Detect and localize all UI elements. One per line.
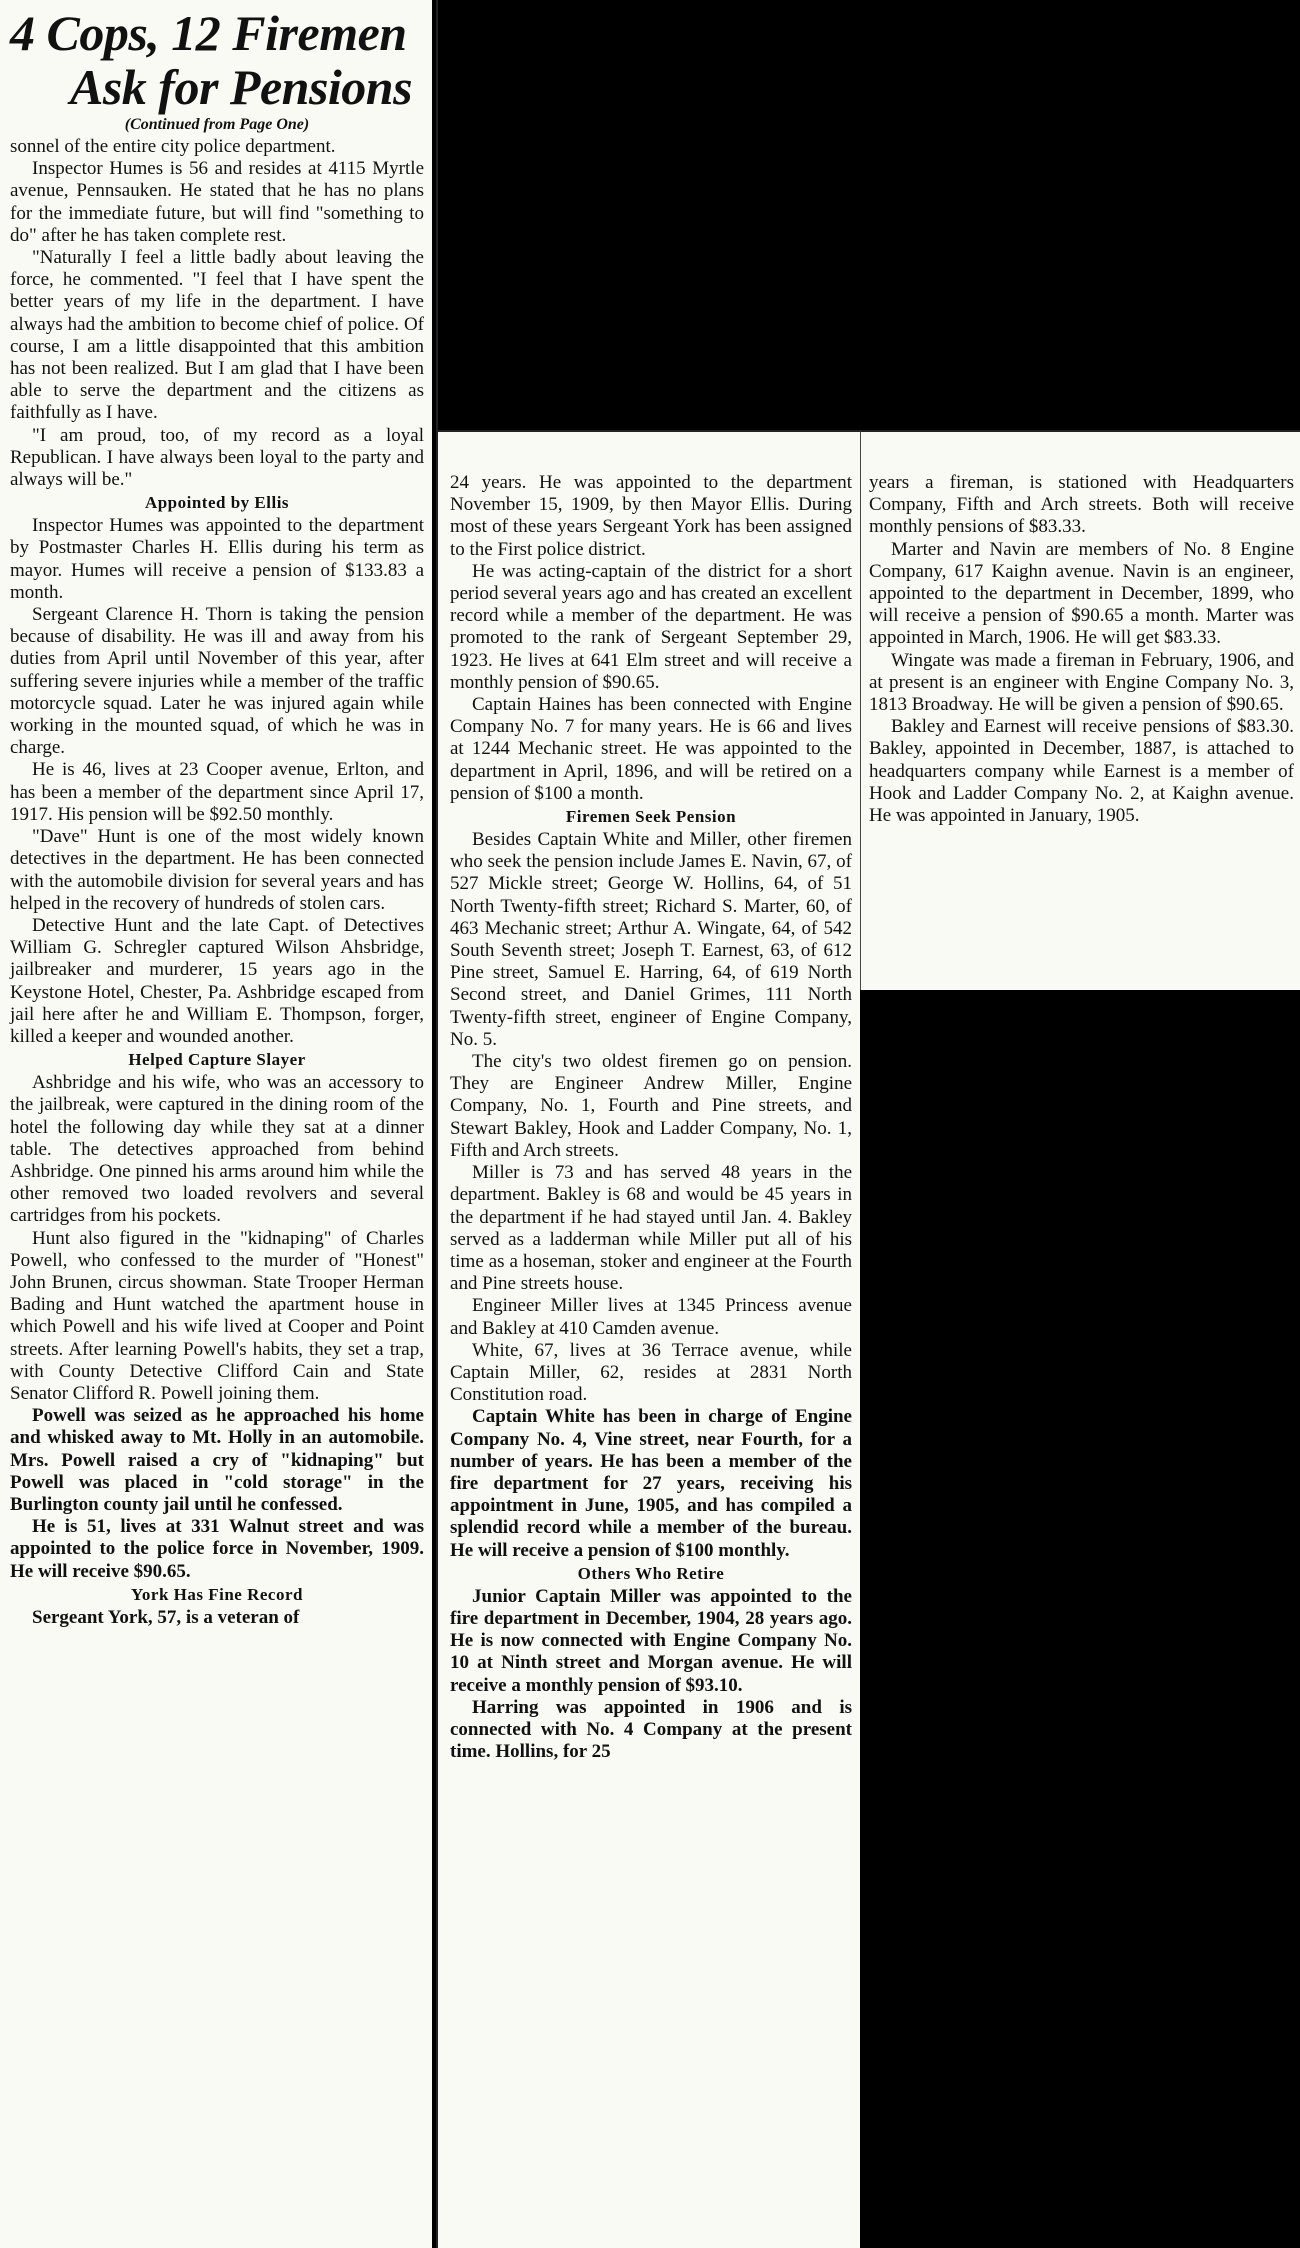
paragraph: sonnel of the entire city police department. [10, 136, 336, 157]
paragraph: "Dave" Hunt is one of the most widely known detectives in the department. He has been connected with the automobile division for several years and has helped in the recovery of hundreds of stolen cars. [10, 826, 424, 914]
paragraph: Hunt also figured in the "kidnaping" of Charles Powell, who confessed to the murder of "Honest" John Brunen, circus showman. State Trooper Herman Bading and Hunt watched the apartment house in which Powell and his wife lived at Cooper and Point streets. After learning Powell's habits, they set a trap, with County Detective Clifford Cain and State Senator Clifford R. Powell joining them. [10, 1227, 424, 1404]
subheading: Firemen Seek Pension [565, 807, 737, 827]
column-2-body [450, 472, 852, 1763]
paragraph: Engineer Miller lives at 1345 Princess avenue and Bakley at 410 Camden avenue. [450, 1295, 852, 1339]
subheading: Helped Capture Slayer [128, 1050, 306, 1070]
column-3-body [869, 472, 1294, 827]
headline-line-1: 4 Cops, 12 Firemen [10, 5, 407, 61]
paragraph: White, 67, lives at 36 Terrace avenue, while Captain Miller, 62, resides at 2831 North Constitution road. [450, 1339, 852, 1406]
paragraph: Junior Captain Miller was appointed to the fire department in December, 1904, 28 years ago. He is now connected with Engine Company No. 10 at Ninth street and Morgan avenue. He will receive a monthly pension of $93.10. [450, 1585, 852, 1696]
column-1-body [10, 136, 424, 1629]
article-column-1 [0, 0, 432, 2248]
paragraph: He is 51, lives at 331 Walnut street and was appointed to the police force in November, 1909. He will receive $90.65. [10, 1516, 424, 1582]
paragraph: He was acting-captain of the district for a short period several years ago and has created an excellent record while a member of the department. He was promoted to the rank of Sergeant September 29, 1923. He lives at 641 Elm street and will receive a monthly pension of $90.65. [450, 560, 852, 693]
article-column-3 [860, 430, 1300, 990]
subheading: Appointed by Ellis [144, 493, 290, 513]
paragraph: Ashbridge and his wife, who was an accessory to the jailbreak, were captured in the dining room of the hotel the following day while they sat at a dinner table. The detectives approached from behind Ashbridge. One pinned his arms around him while the other removed two loaded revolvers and several cartridges from his pockets. [10, 1072, 424, 1227]
paragraph: Miller is 73 and has served 48 years in the department. Bakley is 68 and would be 45 years in the department if he had stayed until Jan. 4. Bakley served as a ladderman while Miller put all of his time as a hoseman, stoker and engineer at the Fourth and Pine streets house. [450, 1162, 852, 1295]
article-column-2 [438, 430, 860, 2248]
paragraph: "Naturally I feel a little badly about leaving the force, he commented. "I feel that I have spent the better years of my life in the department. I have always had the ambition to become chief of police. Of course, I am a little disappointed that this ambition has not been realized. But I am glad that I have been able to serve the department and the citizens as faithfully as I have. [10, 247, 424, 424]
paragraph: "I am proud, too, of my record as a loyal Republican. I have always been loyal to the party and always will be." [10, 424, 424, 491]
paragraph: Detective Hunt and the late Capt. of Detectives William G. Schregler captured Wilson Ahsbridge, jailbreaker and murderer, 15 years ago in the Keystone Hotel, Chester, Pa. Ashbridge escaped from jail here after he and William E. Thompson, forger, killed a keeper and wounded another. [10, 914, 424, 1047]
paragraph: He is 46, lives at 23 Cooper avenue, Erlton, and has been a member of the department since April 17, 1917. His pension will be $92.50 monthly. [10, 759, 424, 825]
paragraph: 24 years. He was appointed to the department November 15, 1909, by then Mayor Ellis. During most of these years Sergeant York has been assigned to the First police district. [450, 472, 852, 560]
paragraph: Besides Captain White and Miller, other firemen who seek the pension include James E. Navin, 67, of 527 Mickle street; George W. Hollins, 64, of 51 North Twenty-fifth street; Richard S. Marter, 60, of 463 Mechanic street; Arthur A. Wingate, 64, of 542 South Seventh street; Joseph T. Earnest, 63, of 612 Pine street, Samuel E. Harring, 64, of 619 North Second street, and Daniel Grimes, 111 North Twenty-fifth street, engineer of Engine Company, No. 5. [450, 829, 852, 1050]
paragraph: Harring was appointed in 1906 and is connected with No. 4 Company at the present time. Hollins, for 25 [450, 1696, 852, 1763]
subheading: York Has Fine Record [131, 1584, 303, 1604]
paragraph: Inspector Humes is 56 and resides at 4115 Myrtle avenue, Pennsauken. He stated that he has no plans for the immediate future, but will find "something to do" after he has taken complete rest. [10, 158, 424, 246]
paragraph: Marter and Navin are members of No. 8 Engine Company, 617 Kaighn avenue. Navin is an engineer, appointed to the department in December, 1899, who will receive a pension of $90.65 a month. Marter was appointed in March, 1906. He will get $83.33. [869, 538, 1294, 649]
paragraph: years a fireman, is stationed with Headquarters Company, Fifth and Arch streets. Both will receive monthly pensions of $83.33. [869, 472, 1294, 538]
continued-note: (Continued from Page One) [124, 116, 310, 133]
headline-line-2: Ask for Pensions [70, 59, 413, 115]
paragraph: Captain White has been in charge of Engine Company No. 4, Vine street, near Fourth, for a number of years. He has been a member of the fire department for 27 years, receiving his appointment in June, 1905, and has compiled a splendid record while a member of the bureau. He will receive a pension of $100 monthly. [450, 1406, 852, 1561]
paragraph: Inspector Humes was appointed to the department by Postmaster Charles H. Ellis during his term as mayor. Humes will receive a pension of $133.83 a month. [10, 515, 424, 603]
paragraph: Wingate was made a fireman in February, 1906, and at present is an engineer with Engine Company No. 3, 1813 Broadway. He will be given a pension of $90.65. [869, 649, 1294, 716]
paragraph: The city's two oldest firemen go on pension. They are Engineer Andrew Miller, Engine Company, No. 1, Fourth and Pine streets, and Stewart Bakley, Hook and Ladder Company, No. 1, Fifth and Arch streets. [450, 1051, 852, 1161]
paragraph: Powell was seized as he approached his home and whisked away to Mt. Holly in an automobile. Mrs. Powell raised a cry of "kidnaping" but Powell was placed in "cold storage" in the Burlington county jail until he confessed. [10, 1405, 424, 1515]
paragraph: Bakley and Earnest will receive pensions of $83.30. Bakley, appointed in December, 1887, is attached to headquarters company while Earnest is a member of Hook and Ladder Company No. 2, at Kaighn avenue. He was appointed in January, 1905. [869, 716, 1294, 827]
paragraph: Sergeant Clarence H. Thorn is taking the pension because of disability. He was ill and away from his duties from April until November of this year, after suffering severe injuries while a member of the traffic motorcycle squad. Later he was injured again while working in the mounted squad, of which he was in charge. [10, 604, 424, 759]
subheading: Others Who Retire [577, 1563, 725, 1583]
paragraph: Captain Haines has been connected with Engine Company No. 7 for many years. He is 66 and lives at 1244 Mechanic street. He was appointed to the department in April, 1896, and will be retired on a pension of $100 a month. [450, 694, 852, 804]
paragraph: Sergeant York, 57, is a veteran of [32, 1606, 300, 1628]
